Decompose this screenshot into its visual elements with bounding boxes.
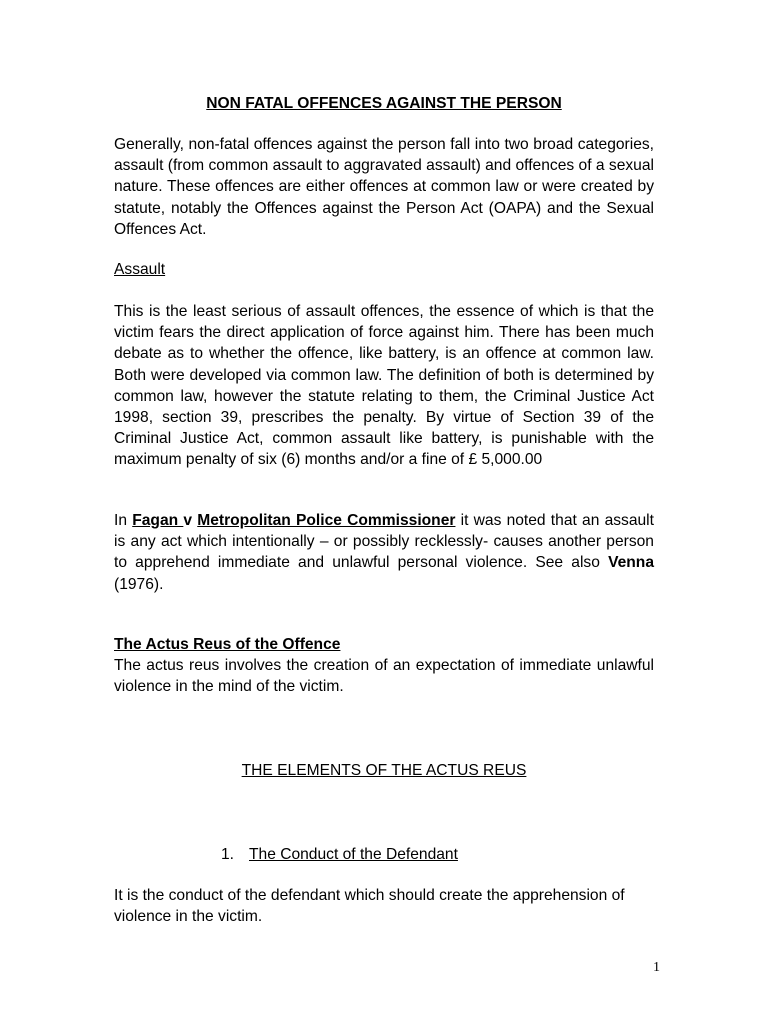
list-item-conduct [221,844,661,865]
conduct-paragraph: It is the conduct of the defendant which should create the apprehension of violence in the victim. [114,887,625,926]
list-item-number: 1. [221,846,235,863]
case-name-metropolitan-police-commissioner: Metropolitan Police Commissioner [197,512,456,529]
document-title: NON FATAL OFFENCES AGAINST THE PERSON [206,95,562,112]
fagan-text: it was noted that an assault is any act which intentionally – or possibly recklessly- causes another person to apprehend immediate and unlawful personal violence. See also [114,512,654,572]
elements-heading: THE ELEMENTS OF THE ACTUS REUS [241,762,527,779]
conduct-heading: The Conduct of the Defendant [249,846,458,863]
case-name-venna: Venna [608,554,654,572]
actus-reus-paragraph: The actus reus involves the creation of an expectation of immediate unlawful violence in the mind of the victim. [114,657,654,696]
fagan-paragraph [114,510,654,595]
actus-reus-heading: The Actus Reus of the Offence [114,636,341,653]
fagan-in: In [114,512,133,529]
assault-heading: Assault [114,261,166,278]
page-number: 1 [653,960,660,975]
assault-paragraph: This is the least serious of assault offences, the essence of which is that the victim fears the direct application of force against him. There has been much debate as to whether the offence, like battery, is an offence at common law. Both were developed via common law. The definition of both is determined by common law, however the statute relating to them, the Criminal Justice Act 1998, section 39, prescribes the penalty. By virtue of Section 39 of the Criminal Justice Act, common assault like battery, is punishable with the maximum penalty of six (6) months and/or a fine of £ 5,000.00 [114,303,654,469]
case-name-fagan: Fagan [132,512,184,529]
fagan-tail: (1976). [114,575,164,593]
intro-paragraph: Generally, non-fatal offences against the person fall into two broad categories, assault (from common assault to aggravated assault) and offences of a sexual nature. These offences are either offences at common law or were created by statute, notably the Offences against the Person Act (OAPA) and the Sexual Offences Act. [114,136,654,238]
case-versus: v [183,512,193,529]
